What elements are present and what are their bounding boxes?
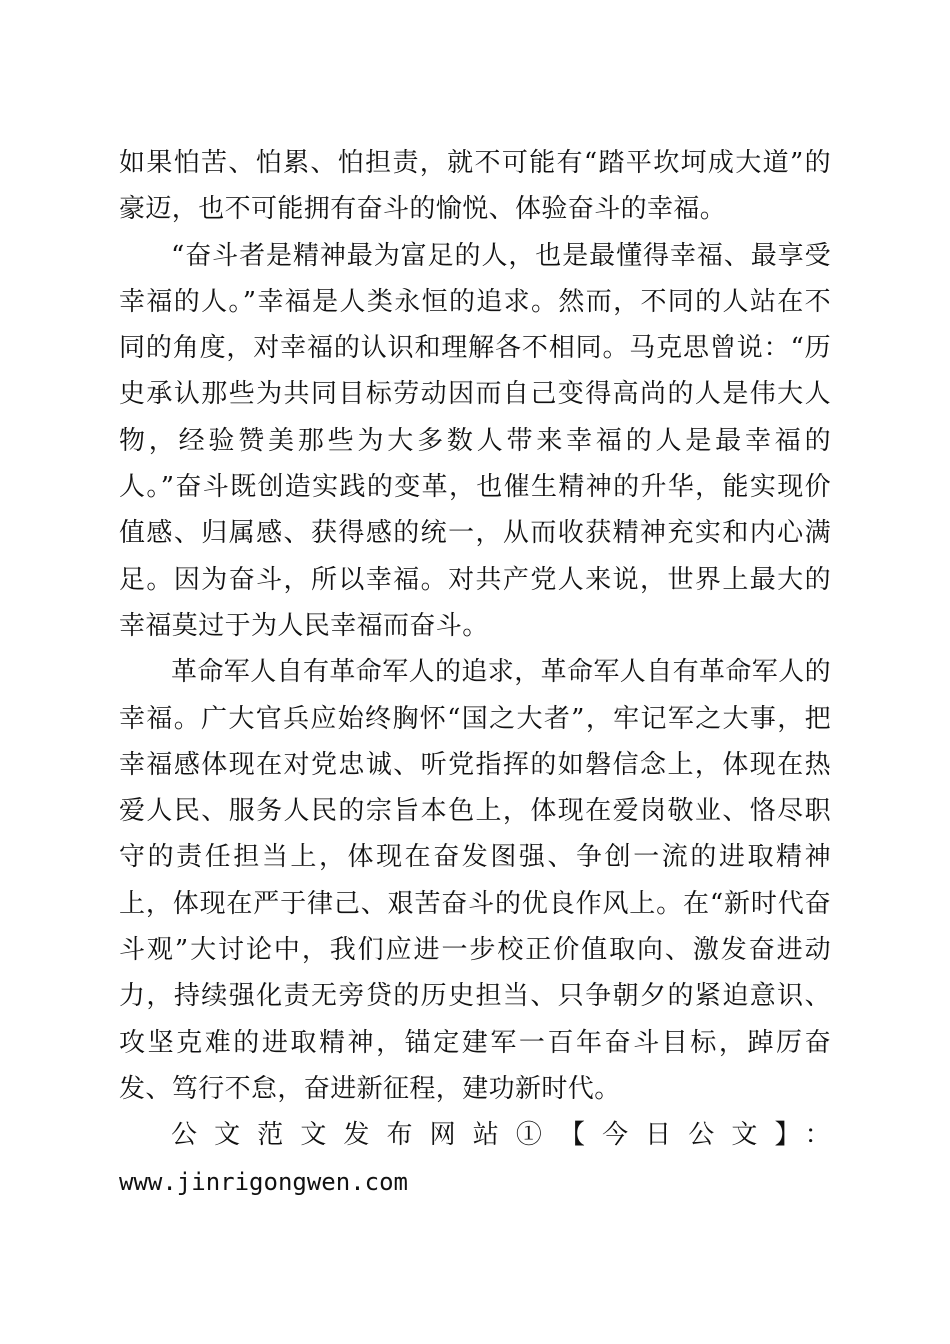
paragraph-2: “奋斗者是精神最为富足的人，也是最懂得幸福、最享受幸福的人。”幸福是人类永恒的追求。然而，不同的人站在不同的角度，对幸福的认识和理解各不相同。马克思曾说：“历史承认那些为共同目标劳动因而自己变得高尚的人是伟大人物，经验赞美那些为大多数人带来幸福的人是最幸福的人。”奋斗既创造实践的变革，也催生精神的升华，能实现价值感、归属感、获得感的统一，从而收获精神充实和内心满足。因为奋斗，所以幸福。对共产党人来说，世界上最大的幸福莫过于为人民幸福而奋斗。 — [119, 240, 831, 641]
document-body — [119, 140, 831, 1205]
paragraph-1: 如果怕苦、怕累、怕担责，就不可能有“踏平坎坷成大道”的豪迈，也不可能拥有奋斗的愉悦、体验奋斗的幸福。 — [119, 148, 831, 225]
footer-label: 公文范文发布网站①【今日公文】： — [171, 1120, 831, 1151]
footer-url: www.jinrigongwen.com — [119, 1167, 408, 1196]
paragraph-3: 革命军人自有革命军人的追求，革命军人自有革命军人的幸福。广大官兵应始终胸怀“国之大者”，牢记军之大事，把幸福感体现在对党忠诚、听党指挥的如磐信念上，体现在热爱人民、服务人民的宗旨本色上，体现在爱岗敬业、恪尽职守的责任担当上，体现在奋发图强、争创一流的进取精神上，体现在严于律己、艰苦奋斗的优良作风上。在“新时代奋斗观”大讨论中，我们应进一步校正价值取向、激发奋进动力，持续强化责无旁贷的历史担当、只争朝夕的紧迫意识、攻坚克难的进取精神，锚定建军一百年奋斗目标，踔厉奋发、笃行不怠，奋进新征程，建功新时代。 — [119, 657, 832, 1104]
